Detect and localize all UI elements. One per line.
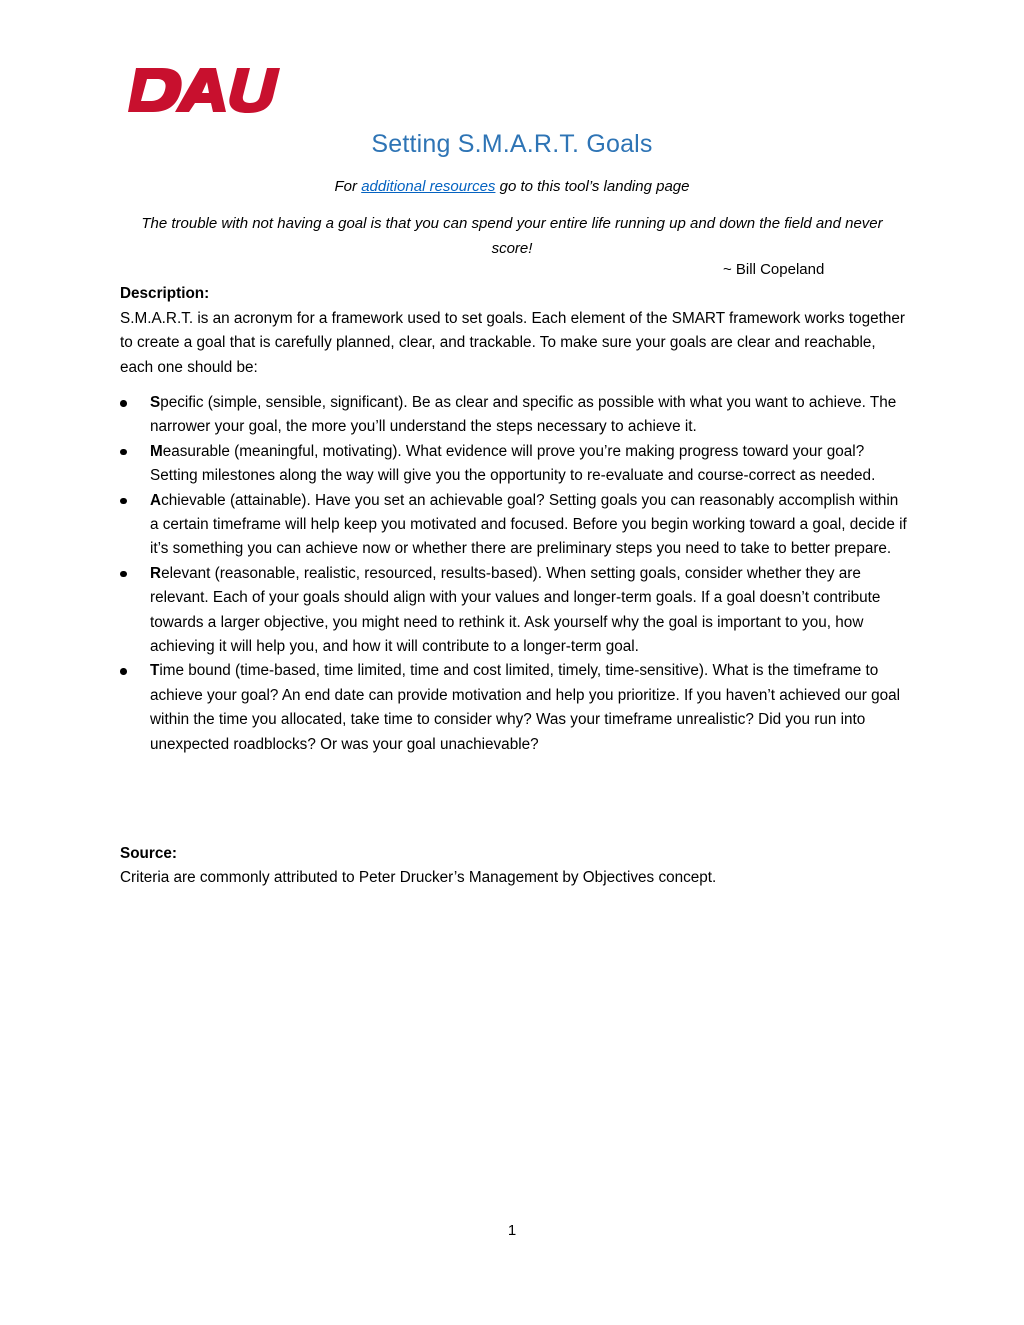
quote-text: The trouble with not having a goal is that you can spend your entire life running up and down the field and never score! [141,215,883,257]
criterion-time-bound [120,659,910,757]
criterion-letter: S [150,394,161,411]
quote-attribution: ~ Bill Copeland [723,261,825,278]
bullet-icon [120,571,127,578]
criterion-letter: A [150,491,162,509]
bullet-icon [120,498,127,505]
bullet-icon [120,449,127,456]
criterion-letter: M [150,442,163,460]
description-text: S.M.A.R.T. is an acronym for a framework used to set goals. Each element of the SMART framework works together to create a goal that is carefully planned, clear, and trackable. To make sure your goals are clear and reachable, each one should be: [120,310,905,376]
criterion-achievable [120,489,910,562]
criterion-specific [120,391,910,440]
bullet-icon [120,668,127,675]
criterion-text: easurable (meaningful, motivating). What evidence will prove you’re making progress toward your goal? Setting milestones along the way will give you the opportunity to re-evaluate and course-correct as needed. [150,442,876,485]
criterion-measurable [120,440,910,489]
criterion-letter: T [150,662,160,680]
bullet-icon [120,400,127,407]
criterion-text: chievable (attainable). Have you set an achievable goal? Setting goals you can reasonably accomplish within a certain timeframe will help keep you motivated and focused. Before you begin working toward a goal, decide if it’s something you can achieve now or whether there are preliminary steps you need to take to better prepare. [150,491,907,558]
dau-logo [128,66,292,114]
criterion-text: elevant (reasonable, realistic, resourced, results-based). When setting goals, consider whether they are relevant. Each of your goals should align with your values and longer-term goals. If a goal doesn’t contribute towards a larger objective, you might need to rethink it. Ask yourself why the goal is important to you, how achieving it will help you, and how it will contribute to a longer-term goal. [150,564,881,656]
criterion-text: pecific (simple, sensible, significant). Be as clear and specific as possible with what you want to achieve. The narrower your goal, the more you’ll understand the steps necessary to achieve it. [150,394,897,436]
resources-suffix: go to this tool’s landing page [495,178,690,195]
description-heading: Description: [120,285,210,302]
page-title: Setting S.M.A.R.T. Goals [371,130,653,158]
criterion-text: ime bound (time-based, time limited, time and cost limited, timely, time-sensitive). What is the timeframe to achieve your goal? An end date can provide motivation and help you prioritize. If you haven’t achieved our goal within the time you allocated, take time to consider why? Was your timeframe unrealistic? Did you run into unexpected roadblocks? Or was your goal unachievable? [150,662,901,753]
criterion-letter: R [150,564,162,582]
source-text: Criteria are commonly attributed to Peter Drucker’s Management by Objectives concept. [120,869,717,886]
source-heading: Source: [120,845,177,862]
additional-resources-link[interactable]: additional resources [361,178,496,195]
page-number: 1 [507,1222,517,1239]
smart-criteria-list [120,391,910,757]
criterion-relevant [120,562,910,660]
resources-prefix: For [334,178,362,195]
resources-line [0,178,1024,195]
